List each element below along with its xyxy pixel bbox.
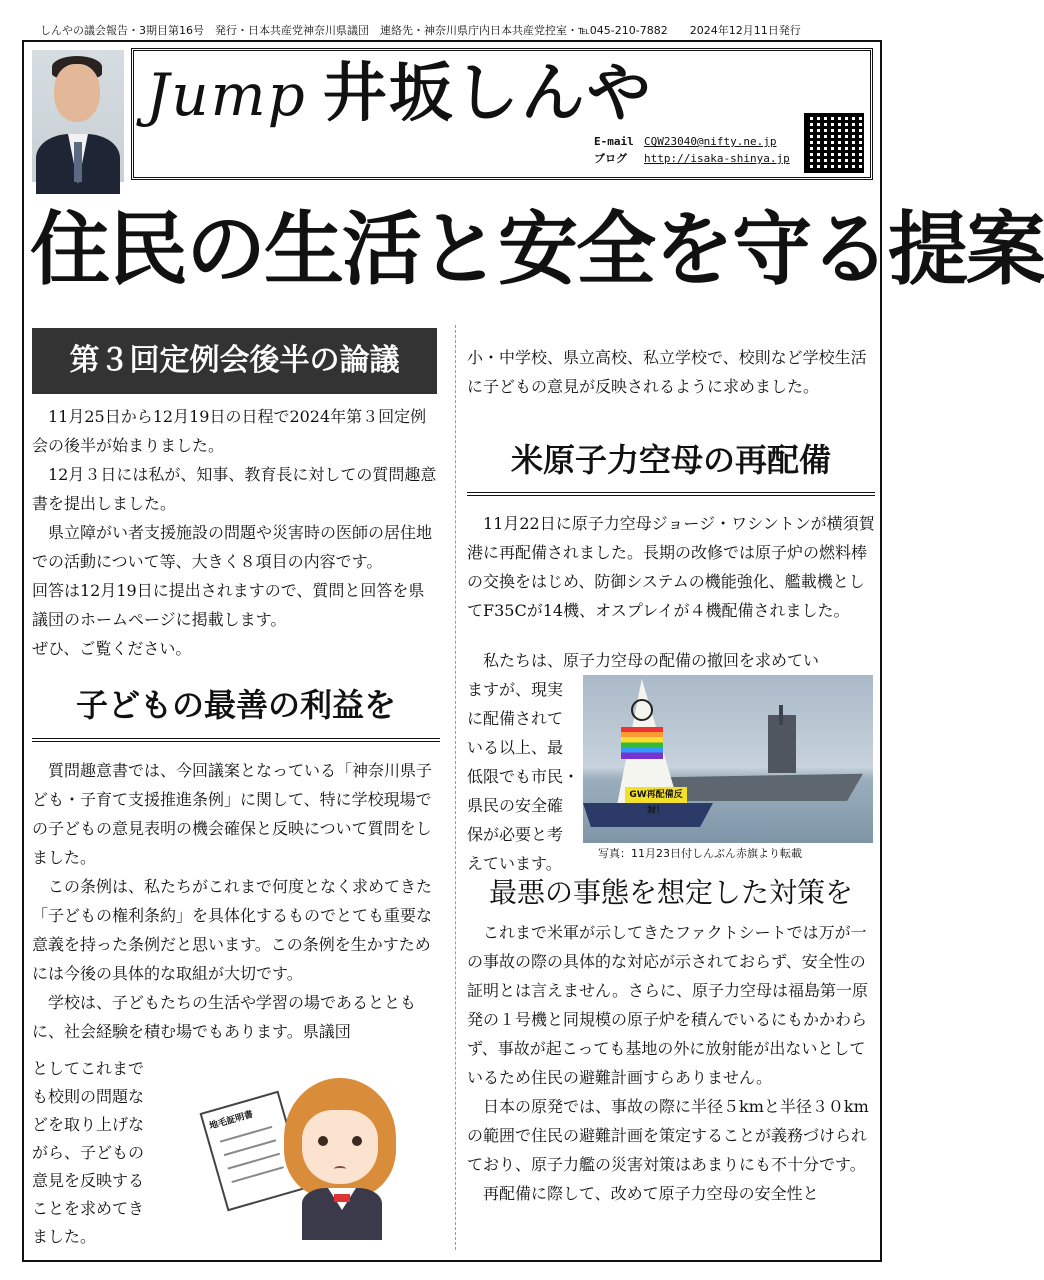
certificate-label: 地毛証明書	[208, 1109, 255, 1132]
paragraph: ぜひ、ご覧ください。	[32, 639, 192, 658]
paragraph: 県立障がい者支援施設の問題や災害時の医師の居住地での活動について等、大きく８項目の内容です。	[32, 523, 433, 571]
text-line: 低限でも市民・	[467, 767, 580, 786]
column-divider	[455, 325, 456, 1250]
text-line: も校則の問題な	[32, 1087, 145, 1106]
children-article-continued	[467, 343, 875, 401]
text-line: としてこれまで	[32, 1059, 145, 1078]
paragraph: 学校は、子どもたちの生活や学習の場であるとともに、社会経験を積む場でもあります。県議団	[32, 993, 417, 1041]
text-line: いる以上、最	[467, 738, 564, 757]
section-title-session: 第３回定例会後半の論議	[32, 328, 437, 394]
newsletter-title	[146, 55, 796, 133]
carrier-protest-photo	[583, 675, 873, 843]
student-illustration	[210, 1070, 440, 1240]
text-line: ますが、現実	[467, 680, 564, 699]
masthead	[131, 48, 873, 180]
main-headline: 住民の生活と安全を守る提案	[30, 203, 1044, 296]
text-line: どを取り上げな	[32, 1115, 145, 1134]
paragraph: 12月３日には私が、知事、教育長に対しての質問趣意書を提出しました。	[32, 465, 437, 513]
title-name: 井坂しんや	[322, 56, 653, 131]
protest-banner: GW再配備反対！	[625, 787, 687, 803]
children-article	[32, 756, 440, 1046]
text-line: 県民の安全確	[467, 796, 564, 815]
photo-caption: 写真：11月23日付しんぶん赤旗より転載	[598, 847, 802, 860]
paragraph: 日本の原発では、事故の際に半径５kmと半径３０kmの範囲で住民の避難計画を策定することが義務づけられており、原子力艦の災害対策はあまりにも不十分です。	[467, 1097, 869, 1174]
session-article	[32, 402, 440, 663]
paragraph: 小・中学校、県立高校、私立学校で、校則など学校生活に子どもの意見が反映されるように求めました。	[467, 348, 867, 396]
paragraph: 11月25日から12月19日の日程で2024年第３回定例会の後半が始まりました。	[32, 407, 427, 455]
blog-link[interactable]: http://isaka-shinya.jp	[644, 152, 790, 165]
text-line: ました。	[32, 1227, 97, 1246]
text-line: に配備されて	[467, 709, 564, 728]
text-line: がら、子どもの	[32, 1143, 145, 1162]
title-jump: Jump	[146, 61, 307, 129]
paragraph: 回答は12月19日に提出されますので、質問と回答を県議団のホームページに掲載します。	[32, 581, 425, 629]
author-photo	[32, 50, 124, 182]
contact-info	[594, 133, 790, 167]
email-label: E-mail	[594, 135, 634, 148]
carrier-article-wrap	[467, 675, 582, 878]
text-line: 保が必要と考	[467, 825, 564, 844]
text-line: えています。	[467, 854, 562, 873]
paragraph: 再配備に際して、改めて原子力空母の安全性と	[483, 1184, 819, 1203]
section-title-worst-case: 最悪の事態を想定した対策を	[488, 876, 853, 909]
paragraph: これまで米軍が示してきたファクトシートでは万が一の事故の際の具体的な対応が示されておらず、安全性の証明とは言えません。さらに、原子力空母は福島第一原発の１号機と同規模の原子炉を積んでいるにもかかわらず、事故が起こっても基地の外に放射能が出ないとしているため住民の避難計画すらありません。	[467, 923, 868, 1087]
blog-label: ブログ	[594, 152, 627, 165]
email-link[interactable]: CQW23040@nifty.ne.jp	[644, 135, 777, 148]
paragraph: 11月22日に原子力空母ジョージ・ワシントンが横須賀港に再配備されました。長期の改修では原子炉の燃料棒の交換をはじめ、防御システムの機能強化、艦載機としてF35Cが14機、オスプレイが４機配備されました。	[467, 514, 875, 620]
section-title-carrier: 米原子力空母の再配備	[510, 441, 831, 479]
worst-case-article	[467, 918, 875, 1208]
children-article-wrap	[32, 1055, 182, 1251]
text-line: 意見を反映する	[32, 1171, 145, 1190]
carrier-article-lead	[467, 646, 875, 675]
section-rule	[32, 738, 440, 742]
section-rule	[467, 492, 875, 496]
carrier-article	[467, 509, 875, 625]
text-line: ことを求めてき	[32, 1199, 145, 1218]
section-title-children: 子どもの最善の利益を	[75, 686, 396, 724]
paragraph: 私たちは、原子力空母の配備の撤回を求めてい	[483, 651, 820, 670]
qr-code	[804, 113, 864, 173]
paragraph: 質問趣意書では、今回議案となっている「神奈川県子ども・子育て支援推進条例」に関して、特に学校現場での子どもの意見表明の機会確保と反映について質問をしました。	[32, 761, 433, 867]
paragraph: この条例は、私たちがこれまで何度となく求めてきた「子どもの権利条約」を具体化するものでとても重要な意義を持った条例だと思います。この条例を生かすためには今後の具体的な取組が大切です。	[32, 877, 433, 983]
issue-info-line: しんやの議会報告・3期目第16号 発行・日本共産党神奈川県議団 連絡先・神奈川県庁内日本共産党控室・℡045-210-7882 2024年12月11日発行	[40, 24, 801, 37]
